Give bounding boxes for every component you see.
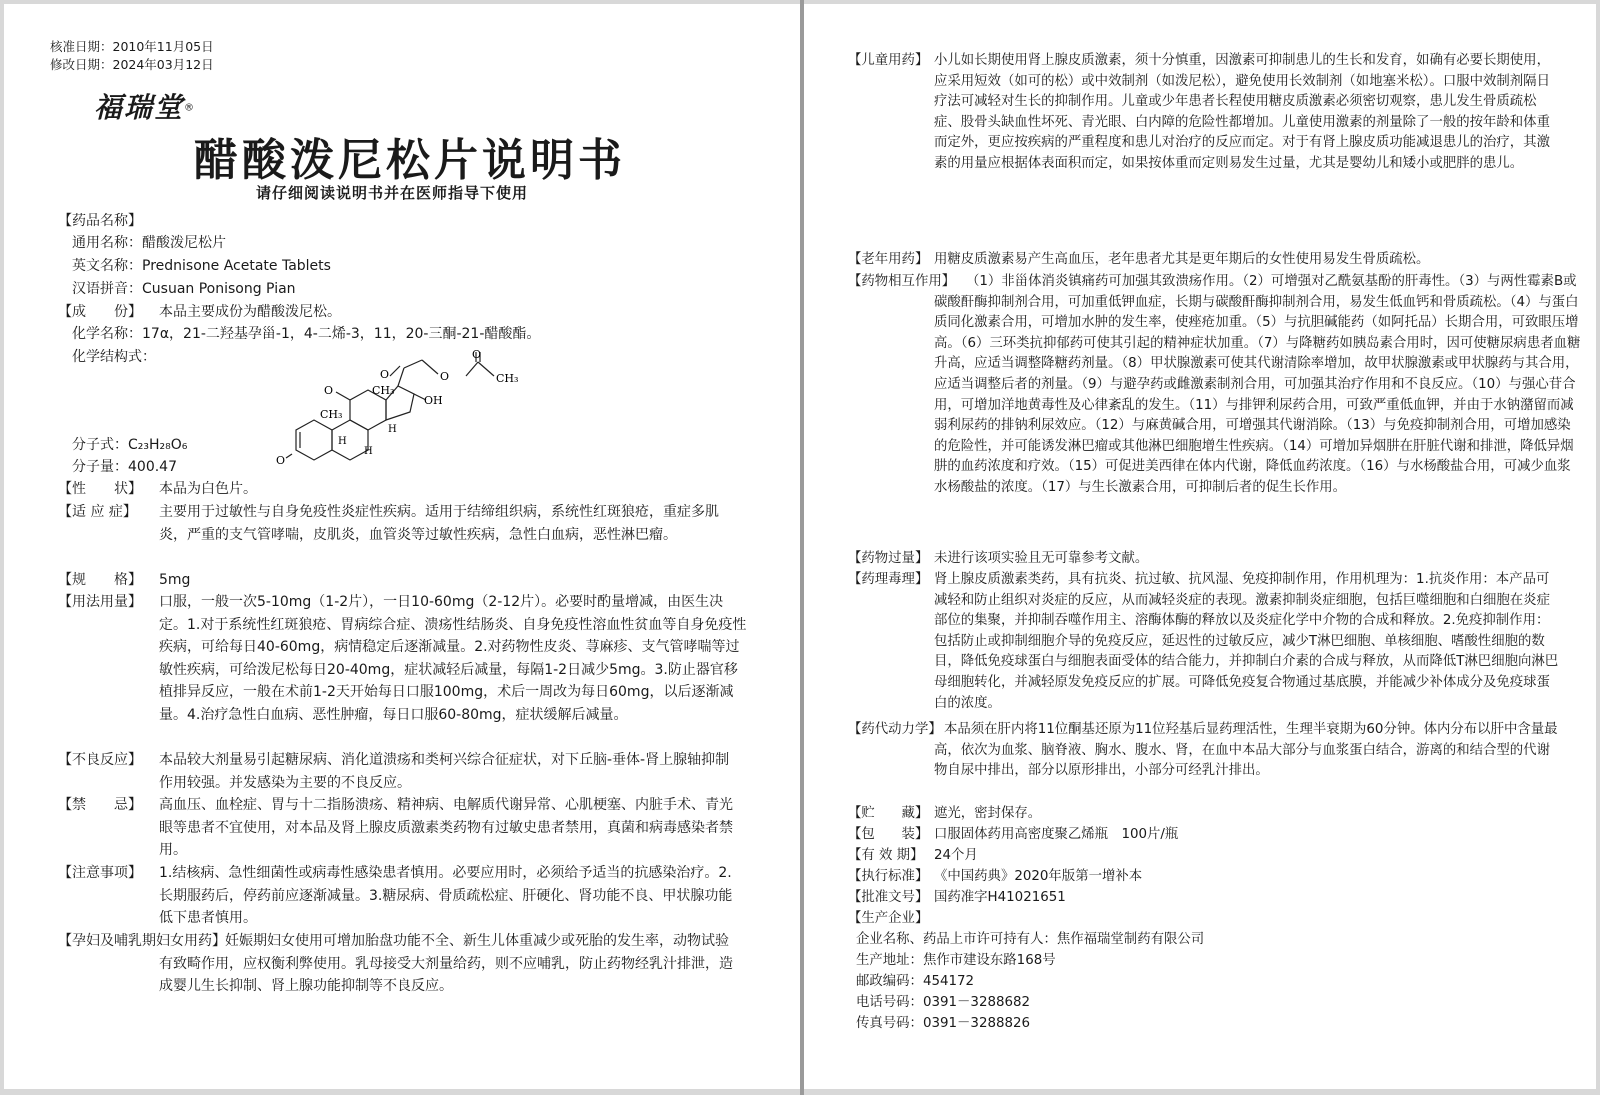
section-label: 【规 格】 xyxy=(58,572,142,588)
left-page xyxy=(4,4,800,1089)
atom-methyl-18: CH₃ xyxy=(372,384,395,397)
section-label: 【生产企业】 xyxy=(848,911,929,926)
ingredients-label: 【成 份】 xyxy=(58,304,142,320)
section-label: 【贮 藏】 xyxy=(848,806,929,821)
section-manufacturer xyxy=(848,909,1578,930)
section-shelf-life xyxy=(848,846,1578,867)
section-text: 肾上腺皮质激素类药，具有抗炎、抗过敏、抗风湿、免疫抑制作用，作用机理为：1.抗炎作用：本产品可减轻和防止组织对炎症的反应，从而减轻炎症的表现。激素抑制炎症细胞，包括巨噬细胞和白细胞在炎症部位的集聚，并抑制吞噬作用主、溶酶体酶的释放以及炎症化学中介物的合成和释放。2.免疫抑制作用：包括防止或抑制细胞介导的免疫反应，延迟性的过敏反应，减少T淋巴细胞、单核细胞、嗜酸性细胞的数目，降低免疫球蛋白与细胞表面受体的结合能力，并抑制白介素的合成与释放，从而降低T淋巴细胞向淋巴母细胞转化，并减轻原发免疫反应的扩展。可降低免疫复合物通过基底膜，并能减少补体成分及免疫球蛋白的浓度。 xyxy=(934,572,1559,711)
section-text: 24个月 xyxy=(934,848,978,863)
section-label: 【老年用药】 xyxy=(848,252,929,267)
section-geriatric-use xyxy=(848,250,1578,271)
revision-date: 修改日期：2024年03月12日 xyxy=(50,57,214,72)
section-label: 【药物相互作用】 xyxy=(848,274,956,289)
section-text: 小儿如长期使用肾上腺皮质激素，须十分慎重，因激素可抑制患儿的生长和发育，如确有必要长期使用，应采用短效（如可的松）或中效制剂（如泼尼松），避免使用长效制剂（如地塞米松）。口服中效制剂隔日疗法可减轻对生长的抑制作用。儿童或少年患者长程使用糖皮质激素必须密切观察，患儿发生骨质疏松症、股骨头缺血性坏死、青光眼、白内障的危险性都增加。儿童使用激素的剂量除了一般的按年龄和体重而定外，更应按疾病的严重程度和患儿对治疗的反应而定。对于有肾上腺皮质功能减退患儿的治疗，其激素的用量应根据体表面积而定，如果按体重而定则易发生过量，尤其是婴幼儿和矮小或肥胖的患儿。 xyxy=(934,53,1550,171)
atom-ester-methyl: CH₃ xyxy=(496,372,519,385)
section-label: 【禁 忌】 xyxy=(58,797,142,813)
molecular-formula: 分子式：C₂₃H₂₈O₆ xyxy=(72,437,188,453)
section-text: 用糖皮质激素易产生高血压，老年患者尤其是更年期后的女性使用易发生骨质疏松。 xyxy=(934,252,1430,267)
section-text: 口服，一般一次5-10mg（1-2片），一日10-60mg（2-12片）。必要时酌量增减，由医生决定。1.对于系统性红斑狼疮、胃病综合症、溃疡性结肠炎、自身免疫性溶血性贫血等自身免疫性疾病，可给每日40-60mg，病情稳定后逐渐减量。2.对药物性皮炎、荨麻疹、支气管哮喘等过敏性疾病，可给泼尼松每日20-40mg，症状减轻后减量，每隔1-2日减少5mg。3.防止器官移植排异反应，一般在术前1-2天开始每日口服100mg，术后一周改为每日60mg，以后逐渐减量。4.治疗急性白血病、恶性肿瘤，每日口服60-80mg，症状缓解后减量。 xyxy=(159,594,747,723)
section-text: 5mg xyxy=(159,572,191,588)
drug-name-label: 【药品名称】 xyxy=(58,213,142,229)
section-label: 【性 状】 xyxy=(58,481,142,497)
company-fax: 传真号码：0391－3288826 xyxy=(856,1016,1031,1031)
section-text: 国药准字H41021651 xyxy=(934,890,1066,905)
document-title: 醋酸泼尼松片说明书 xyxy=(194,135,626,186)
chemical-structure xyxy=(274,350,534,470)
section-indications xyxy=(58,501,738,569)
english-name: 英文名称：Prednisone Acetate Tablets xyxy=(72,258,331,274)
section-label: 【不良反应】 xyxy=(58,752,142,768)
section-text: 未进行该项实验且无可靠参考文献。 xyxy=(934,551,1149,566)
atom-hydrogen-8: H xyxy=(338,436,347,447)
atom-ester-oxygen: O xyxy=(440,370,450,383)
document-subtitle: 请仔细阅读说明书并在医师指导下使用 xyxy=(256,184,529,202)
atom-oxygen-a: O xyxy=(276,454,286,467)
section-label: 【注意事项】 xyxy=(58,865,142,881)
section-adverse-reactions xyxy=(58,749,738,794)
generic-name: 通用名称：醋酸泼尼松片 xyxy=(72,235,226,251)
pinyin-name: 汉语拼音：Cusuan Ponisong Pian xyxy=(72,281,296,297)
section-text: 高血压、血栓症、胃与十二指肠溃疡、精神病、电解质代谢异常、心肌梗塞、内脏手术、青光眼等患者不宜使用，对本品及肾上腺皮质激素类药物有过敏史患者禁用，真菌和病毒感染者禁用。 xyxy=(159,797,733,858)
section-label: 【儿童用药】 xyxy=(848,53,929,68)
section-precautions xyxy=(58,862,738,930)
section-text: 《中国药典》2020年版第一增补本 xyxy=(934,869,1143,884)
section-specification xyxy=(58,569,738,591)
section-text: 妊娠期妇女使用可增加胎盘功能不全、新生儿体重减少或死胎的发生率，动物试验有致畸作用，应权衡利弊使用。乳母接受大剂量给药，则不应哺乳，防止药物经乳汁排泄，造成婴儿生长抑制、肾上腺功能抑制等不良反应。 xyxy=(159,933,733,994)
atom-hydroxyl: OH xyxy=(424,394,443,407)
atom-carbonyl-oxygen: O xyxy=(472,350,482,361)
company-postcode: 邮政编码：454172 xyxy=(856,974,975,989)
section-label: 【孕妇及哺乳期妇女用药】 xyxy=(58,933,226,949)
atom-hydrogen-14: H xyxy=(388,424,397,435)
atom-methyl-19: CH₃ xyxy=(320,408,343,421)
section-label: 【执行标准】 xyxy=(848,869,929,884)
section-packaging xyxy=(848,825,1578,846)
section-dosage xyxy=(58,591,748,749)
section-label: 【适 应 症】 xyxy=(58,504,137,520)
molecular-weight: 分子量：400.47 xyxy=(72,459,177,475)
section-text: 本品为白色片。 xyxy=(159,481,257,497)
section-label: 【有 效 期】 xyxy=(848,848,924,863)
section-label: 【药代动力学】 xyxy=(848,722,942,737)
company-phone: 电话号码：0391－3288682 xyxy=(856,995,1031,1010)
atom-oxygen-ketone: O xyxy=(324,384,334,397)
registered-mark: ® xyxy=(184,102,195,114)
section-pharmacokinetics xyxy=(848,720,1578,804)
section-text: （1）非甾体消炎镇痛药可加强其致溃疡作用。（2）可增强对乙酰氨基酚的肝毒性。（3）与两性霉素B或碳酸酐酶抑制剂合用，可加重低钾血症，长期与碳酸酐酶抑制剂合用，易发生低血钙和骨质疏松。（4）与蛋白质同化激素合用，可增加水肿的发生率，使痤疮加重。（5）与抗胆碱能药（如阿托品）长期合用，可致眼压增高。（6）三环类抗抑郁药可使其引起的精神症状加重。（7）与降糖药如胰岛素合用时，因可使糖尿病患者血糖升高，应适当调整降糖药剂量。（8）甲状腺激素可使其代谢清除率增加，故甲状腺激素或甲状腺药与其合用，应适当调整后者的剂量。（9）与避孕药或雌激素制剂合用，可加强其治疗作用和不良反应。（10）与强心苷合用，可增加洋地黄毒性及心律紊乱的发生。（11）与排钾利尿药合用，可致严重低血钾，并由于水钠潴留而减弱利尿药的排钠利尿效应。（12）与麻黄碱合用，可增强其代谢消除。（13）与免疫抑制剂合用，可增加感染的危险性，并可能诱发淋巴瘤或其他淋巴细胞增生性疾病。（14）可增加异烟肼在肝脏代谢和排泄，降低异烟肼的血药浓度和疗效。（15）可促进美西律在体内代谢，降低血药浓度。（16）与水杨酸盐合用，可减少血浆水杨酸盐的浓度。（17）与生长激素合用，可抑制后者的促生长作用。 xyxy=(934,274,1581,495)
section-label: 【药理毒理】 xyxy=(848,572,929,587)
section-storage xyxy=(848,804,1578,825)
section-label: 【用法用量】 xyxy=(58,594,142,610)
section-text: 口服固体药用高密度聚乙烯瓶 100片/瓶 xyxy=(934,827,1179,842)
section-text: 本品较大剂量易引起糖尿病、消化道溃疡和类柯兴综合征症状，对下丘脑-垂体-肾上腺轴抑制作用较强。并发感染为主要的不良反应。 xyxy=(159,752,730,791)
section-text: 本品须在肝内将11位酮基还原为11位羟基后显药理活性，生理半衰期为60分钟。体内分布以肝中含量最高，依次为血浆、脑脊液、胸水、腹水、肾，在血中本品大部分与血浆蛋白结合，游离的和结合型的代谢物自尿中排出，部分以原形排出，小部分可经乳汁排出。 xyxy=(934,722,1558,779)
section-overdose xyxy=(848,549,1578,570)
section-contraindications xyxy=(58,794,738,862)
section-text: 1.结核病、急性细菌性或病毒性感染患者慎用。必要应用时，必须给予适当的抗感染治疗。2.长期服药后，停药前应逐渐减量。3.糖尿病、骨质疏松症、肝硬化、肾功能不良、甲状腺功能低下患者慎用。 xyxy=(159,865,733,926)
section-text: 遮光，密封保存。 xyxy=(934,806,1042,821)
company-address: 生产地址：焦作市建设东路168号 xyxy=(856,953,1056,968)
section-pregnancy xyxy=(58,930,738,1030)
atom-oxygen-top: O xyxy=(380,368,390,381)
section-description xyxy=(58,478,738,500)
section-label: 【批准文号】 xyxy=(848,890,929,905)
brand-logo xyxy=(94,86,194,126)
section-pharmacology xyxy=(848,570,1578,720)
section-label: 【包 装】 xyxy=(848,827,929,842)
section-approval-number xyxy=(848,888,1578,909)
chemical-name: 化学名称：17α，21-二羟基孕甾-1，4-二烯-3，11，20-三酮-21-醋酸酯。 xyxy=(72,326,541,342)
right-page xyxy=(804,4,1596,1089)
section-pediatric-use xyxy=(848,51,1578,249)
structure-label: 化学结构式： xyxy=(72,349,156,365)
brand-name: 福瑞堂 xyxy=(94,91,185,124)
ingredients-text: 本品主要成份为醋酸泼尼松。 xyxy=(159,304,341,320)
section-label: 【药物过量】 xyxy=(848,551,929,566)
approval-date: 核准日期：2010年11月05日 xyxy=(50,39,214,54)
section-drug-interactions xyxy=(848,272,1588,548)
section-standard xyxy=(848,867,1578,888)
section-text: 主要用于过敏性与自身免疫性炎症性疾病。适用于结缔组织病，系统性红斑狼疮，重症多肌炎，严重的支气管哮喘，皮肌炎，血管炎等过敏性疾病，急性白血病，恶性淋巴瘤。 xyxy=(159,504,719,543)
atom-hydrogen-9: H xyxy=(364,446,373,457)
company-name: 企业名称、药品上市许可持有人：焦作福瑞堂制药有限公司 xyxy=(856,932,1205,947)
